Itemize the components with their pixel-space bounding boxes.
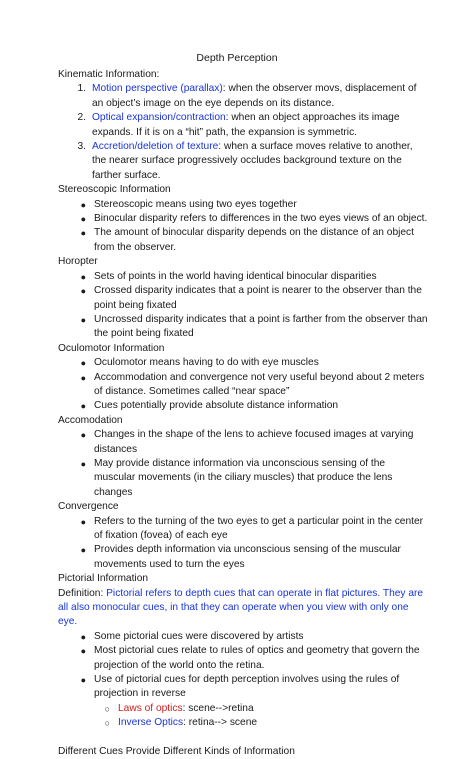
list-item-text: Sets of points in the world having identical binocular disparities (94, 270, 377, 282)
bullet-icon: ● (80, 430, 86, 441)
pictorial-list (58, 630, 428, 702)
term-highlight: Inverse Optics (118, 717, 184, 729)
term-description: : when an object approaches its image expands. If it is on a “hit” path, the expansion is symmetric. (92, 112, 400, 138)
list-item-text: Accommodation and convergence not very useful beyond about 2 meters of distance. Sometimes called “near space” (94, 371, 425, 397)
list-item (74, 630, 428, 644)
list-item-text: Stereoscopic means using two eyes together (94, 198, 297, 210)
bullet-icon: ● (80, 401, 86, 412)
section-heading-oculomotor: Oculomotor Information (58, 342, 165, 354)
term-highlight: Motion perspective (parallax) (92, 83, 223, 95)
bullet-icon: ● (80, 358, 86, 369)
list-item-text: Most pictorial cues relate to rules of optics and geometry that govern the projection of the world onto the retina. (94, 645, 420, 671)
section-heading-accomodation: Accomodation (58, 414, 123, 426)
section-heading-convergence: Convergence (58, 501, 119, 513)
term-highlight: Laws of optics (118, 702, 183, 714)
bullet-icon: ● (80, 545, 86, 556)
bullet-icon: ● (80, 372, 86, 383)
oculomotor-list (58, 356, 428, 414)
list-item (74, 198, 428, 212)
footer-heading: Different Cues Provide Different Kinds of Information (58, 745, 295, 757)
accomodation-list (58, 428, 428, 500)
hollow-bullet-icon: ○ (104, 718, 110, 729)
term-description: : retina--> scene (183, 717, 258, 729)
list-item-text: Refers to the turning of the two eyes to get a particular point in the center of fixation (fovea) of each eye (94, 515, 424, 541)
list-number: 3. (77, 141, 86, 153)
list-item-text: Cues potentially provide absolute distance information (94, 400, 339, 412)
kinematic-list (58, 82, 428, 183)
bullet-icon: ● (80, 228, 86, 239)
bullet-icon: ● (80, 271, 86, 282)
bullet-icon: ● (80, 214, 86, 225)
list-item (74, 457, 428, 500)
term-highlight: Accretion/deletion of texture (92, 141, 219, 153)
section-heading-horopter: Horopter (58, 256, 98, 268)
list-item (74, 543, 428, 572)
list-item (74, 399, 428, 413)
bullet-icon: ● (80, 675, 86, 686)
list-item-text: Uncrossed disparity indicates that a point is farther from the observer than the point being fixated (94, 313, 428, 340)
list-item-text: Crossed disparity indicates that a point is nearer to the observer than the point being fixated (94, 285, 422, 311)
definition-label: Definition: (58, 587, 107, 599)
section-heading-kinematic: Kinematic Information: (58, 69, 160, 80)
list-item-text: Oculomotor means having to do with eye muscles (94, 357, 319, 369)
bullet-icon: ● (80, 286, 86, 297)
sub-list-item (98, 702, 428, 716)
list-item (74, 226, 428, 255)
list-item-text: Binocular disparity refers to differences in the two eyes views of an object. (94, 213, 428, 225)
list-item (74, 371, 428, 400)
bullet-icon: ● (80, 458, 86, 469)
list-item (74, 284, 428, 313)
list-item (72, 111, 428, 140)
bullet-icon: ● (80, 314, 86, 325)
list-item-text: May provide distance information via unconscious sensing of the muscular movements (in the ciliary muscles) that produce the lens changes (94, 457, 393, 498)
section-heading-stereoscopic: Stereoscopic Information (58, 184, 171, 196)
stereoscopic-list (58, 198, 428, 256)
hollow-bullet-icon: ○ (104, 703, 110, 714)
list-item (74, 356, 428, 370)
section-heading-pictorial: Pictorial Information (58, 573, 149, 585)
definition-text: Pictorial refers to depth cues that can operate in flat pictures. They are all also monocular cues, in that they can operate when you view with only one eye. (58, 587, 424, 628)
list-item (74, 212, 428, 226)
pictorial-definition (58, 587, 428, 630)
list-item-text: Use of pictorial cues for depth perception involves using the rules of projection in reverse (94, 674, 400, 700)
list-number: 1. (77, 83, 86, 95)
list-item (72, 140, 428, 183)
term-highlight: Optical expansion/contraction (92, 112, 226, 124)
term-description: : when the observer movs, displacement of an object’s image on the eye depends on its distance. (92, 83, 417, 109)
bullet-icon: ● (80, 631, 86, 642)
bullet-icon: ● (80, 516, 86, 527)
list-item-text: Provides depth information via unconscious sensing of the muscular movements used to turn the eyes (94, 544, 401, 570)
list-item (74, 428, 428, 457)
bullet-icon: ● (80, 646, 86, 657)
term-description: : when a surface moves relative to another, the nearer surface progressively occludes background texture on the farther surface. (92, 141, 413, 181)
list-item (74, 644, 428, 673)
pictorial-sublist (58, 702, 428, 731)
list-item-text: Some pictorial cues were discovered by artists (94, 630, 304, 642)
list-item (74, 515, 428, 544)
list-item-text: The amount of binocular disparity depends on the distance of an object from the observer. (94, 227, 414, 253)
list-item (74, 270, 428, 284)
sub-list-item (98, 716, 428, 730)
list-item (74, 313, 428, 342)
page-title: Depth Perception (196, 52, 278, 64)
list-number: 2. (77, 112, 86, 124)
convergence-list (58, 515, 428, 573)
list-item (72, 82, 428, 111)
list-item (74, 673, 428, 702)
horopter-list (58, 270, 428, 342)
document-body (58, 68, 428, 759)
term-description: : scene-->retina (182, 702, 254, 714)
list-item-text: Changes in the shape of the lens to achieve focused images at varying distances (94, 429, 414, 455)
bullet-icon: ● (80, 199, 86, 210)
